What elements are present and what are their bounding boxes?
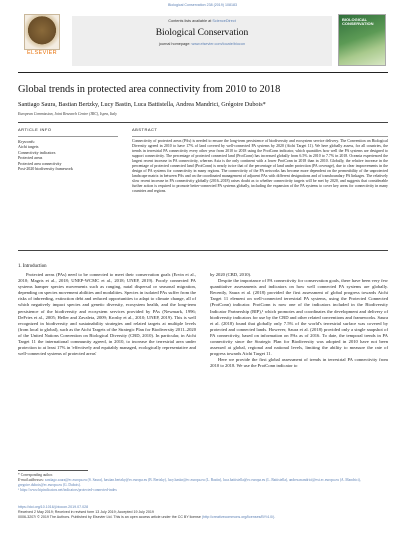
sciencedirect-link[interactable]: ScienceDirect: [212, 19, 236, 23]
footnotes: [18, 473, 388, 493]
introduction-heading: 1. Introduction: [18, 264, 47, 269]
publication-info: [18, 505, 388, 519]
abstract-end-divider: [18, 250, 388, 251]
article-info-heading: ARTICLE INFO: [18, 127, 52, 132]
abstract-heading: ABSTRACT: [132, 127, 158, 132]
body-paragraph: Here we provide the first global assessment of trends in terrestrial PA connectivity from 2010 to 2018. We use the ProtConn indicator to: [210, 357, 388, 369]
corresponding-note: * Corresponding author.: [18, 473, 53, 477]
elsevier-logo[interactable]: [18, 14, 66, 58]
doi-link[interactable]: https://doi.org/10.1016/j.biocon.2019.07.028: [18, 505, 89, 509]
license-line: [18, 515, 388, 520]
keyword-item: Connectivity indicators: [18, 149, 56, 155]
keyword-item: Post-2020 biodiversity framework: [18, 166, 73, 172]
journal-name: Biological Conservation: [155, 28, 249, 38]
keyword-item: Protected area connectivity: [18, 160, 62, 166]
body-paragraph: by 2020 (CBD, 2010).: [210, 272, 252, 277]
license-text: 0006-3207/ © 2019 The Authors. Published by Elsevier Ltd. This is an open access article under the CC BY license: [18, 514, 201, 519]
author-affiliation: European Commission, Joint Research Centre (JRC), Ispra, Italy: [18, 112, 117, 116]
header-divider: [18, 72, 388, 73]
body-paragraph: Despite the importance of PA connectivity for conservation goals, there have been very few quantitative assessments and indicators on how well connected PA systems are globally. Recently, Saura et al. (2018) provided the first assessment of global progress towards Aichi Target 11 element on well-connected terrestrial PA systems, using the Protected Connected (ProtConn) indicator. ProtConn is now one of the indicators included in the Biodiversity Indicator Partnership (BIP),¹ which promotes and coordinates the development and delivery of biodiversity indicators for use by the CBD and other related conventions and frameworks. Saura et al. (2018) found that globally only 7.5% of the world's terrestrial surface was covered by protected and connected lands. However, Saura et al. (2018) provided only a single snapshot of PA connectivity, based on information on PAs as of 2016. To date, the temporal trends in PA connectivity since the Strategic Plan for Biodiversity was adopted in 2010 have not been assessed at global, regional and national levels, limiting the ability to measure the rate of progress towards Aichi Target 11.: [210, 278, 388, 357]
journal-header: [18, 14, 388, 69]
article-authors: Santiago Saura, Bastian Bertzky, Lucy Bastin, Luca Battistella, Andrea Mandrici, Grégoire Dubois*: [18, 101, 266, 108]
email-line: [18, 478, 388, 488]
homepage-prefix: journal homepage:: [158, 42, 191, 46]
keywords-label: Keywords:: [18, 139, 36, 144]
body-column-left: [18, 272, 196, 357]
homepage-line: [72, 42, 332, 46]
email-addresses[interactable]: santiago.saura@ec.europa.eu (S. Saura), bastian.bertzky@ec.europa.eu (B. Bertzky), lucy.bastin@ec.europa.eu (L. Bastin), luca.battistella@ec.europa.eu (L. Battistella), andrea.mandrici@ext.ec.europa.eu (A. Mandrici), gregoire.dubois@ec.europa.eu (G. Dubois).: [18, 478, 361, 487]
journal-cover-thumbnail[interactable]: [338, 14, 386, 66]
publisher-wordmark: ELSEVIER: [26, 50, 58, 56]
journal-banner: [72, 16, 332, 66]
body-column-right: [210, 272, 388, 370]
contents-prefix: Contents lists available at: [168, 19, 212, 23]
footnote-1[interactable]: ¹ https://www.bipindicators.net/indicators/protected-connected-index: [18, 488, 117, 492]
keywords-block: [18, 139, 118, 171]
license-link[interactable]: (http://creativecommons.org/licenses/BY/4.0/).: [201, 514, 276, 519]
keyword-item: Aichi targets: [18, 144, 39, 150]
article-title: Global trends in protected area connectivity from 2010 to 2018: [18, 84, 281, 95]
keyword-item: Protected areas: [18, 155, 43, 161]
info-divider: [18, 122, 388, 123]
abstract-text: Connectivity of protected areas (PAs) is needed to ensure the long-term persistence of biodiversity and ecosystem service delivery. The Convention on Biological Diversity agreed in 2010 to have 17% of land covered by well-connected PA systems by 2020 (Aichi Target 11). We here globally assess, for all countries, the trends in terrestrial PA connectivity every other year from 2010 to 2018 using the ProtConn indicator, which quantifies how well the PA systems are designed to support connectivity. The percentage of protected connected land (ProtConn) has increased globally from 6.5% in 2010 to 7.7% in 2018. Oceania experienced the largest recent increase in PA connectivity, whereas Asia is the only continent with a lower ProtConn in 2018 than in 2010. Globally, the relative increase in the percentage of protected connected land (ProtConn) is nearly twice that of the percentage of land under protection (PA coverage), due to clear improvements in the design of PA systems for connectivity in many regions. The connectivity of the PA networks has become more dependent on the permeability of the unprotected landscape matrix in between PAs and on the coordinated management of adjacent PAs with different designations and of transboundary PA linkages. The relatively slow recent increase in PA connectivity globally (2016–2018) raises doubt as to whether connectivity targets will be met by 2020, and suggests that considerable further action is required to promote better-connected PA systems globally, including the expansion of the PA systems to cover key areas for connectivity in many countries and regions.: [132, 139, 388, 194]
elsevier-tree-icon: [24, 14, 60, 50]
journal-citation[interactable]: Biological Conservation 238 (2019) 108183: [168, 3, 237, 7]
received-dates: Received 2 May 2019; Received in revised form 13 July 2019; Accepted 19 July 2019: [18, 509, 154, 514]
homepage-link[interactable]: www.elsevier.com/locate/biocon: [191, 42, 246, 46]
contents-line: [72, 19, 332, 23]
email-label: E-mail addresses:: [18, 478, 44, 482]
body-paragraph: Protected areas (PAs) need to be connected to meet their conservation goals (Ervin et al., 2010; Magris et al., 2018; UNEP-WCMC et al., 2018; UNEP, 2019). Poorly connected PA systems hamper species movements such as ranging, natal dispersal or seasonal migration, depending on species movement abilities and modalities. Species in isolated PAs suffer from the risks of inbreeding, extinction debt and reduced opportunities to adapt to climate change, all of which negatively impact species and genetic diversity, ecosystem health, and the long-term persistence of the biodiversity and ecosystem services provided by PAs (Newmark, 1996; DeFries et al., 2005; Heller and Zavaleta, 2009; Krosby et al., 2010; UNEP, 2019). This is well recognized in biodiversity and sustainability strategies and related targets at multiple levels (from local to global), such as the Aichi Targets of the Strategic Plan for Biodiversity 2011–2020 of the United Nations Convention on Biological Diversity (CBD, 2010). In particular, in Aichi Target 11 the international community agreed, in 2010, to increase the terrestrial area under protection to at least 17% in 'effectively and equitably managed, ecologically representative and well-connected systems of protected areas': [18, 272, 196, 357]
cover-title: BIOLOGICAL CONSERVATION: [342, 17, 374, 27]
